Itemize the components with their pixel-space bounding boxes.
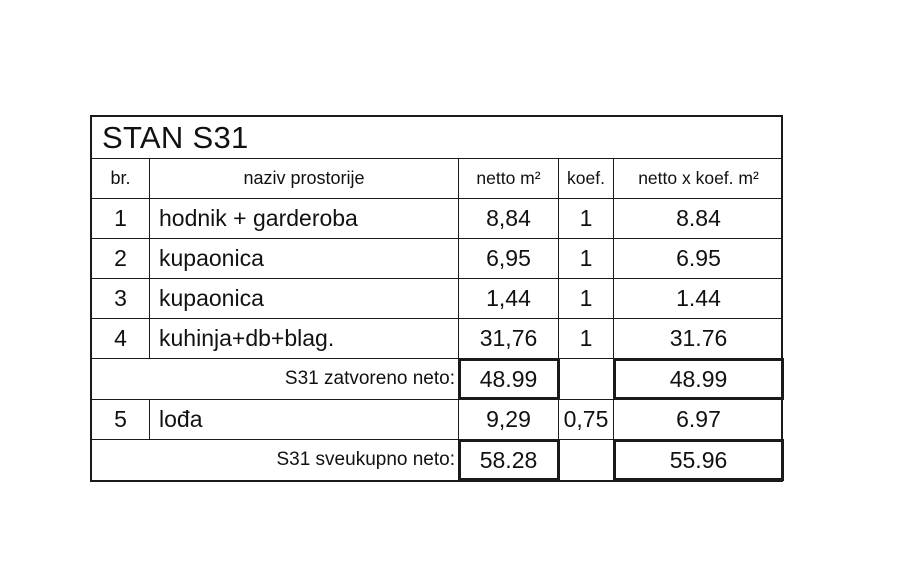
table-row: [92, 239, 781, 279]
subtotal-weighted-area: 48.99: [614, 359, 783, 399]
header-number: br.: [92, 159, 150, 198]
room-area-table: [90, 115, 783, 482]
row-number: 4: [92, 319, 150, 358]
row-number: 1: [92, 199, 150, 238]
net-area: 9,29: [459, 400, 559, 439]
header-room-name: naziv prostorije: [150, 159, 459, 198]
total-row: [92, 440, 781, 480]
weighted-area: 8.84: [676, 205, 721, 231]
room-name: kupaonica: [150, 239, 459, 278]
net-area: 1,44: [459, 279, 559, 318]
coefficient: 1: [559, 279, 614, 318]
total-net-area: 58.28: [459, 440, 559, 480]
total-label: S31 sveukupno neto:: [92, 440, 459, 480]
table-row: [92, 279, 781, 319]
table-row: [92, 199, 781, 239]
header-net-area: netto m²: [459, 159, 559, 198]
weighted-area: 6.97: [676, 406, 721, 432]
subtotal-row: [92, 359, 781, 400]
subtotal-coefficient: [559, 359, 614, 399]
header-row: [92, 159, 781, 199]
coefficient: 1: [559, 319, 614, 358]
row-number: 2: [92, 239, 150, 278]
room-name: lođa: [150, 400, 459, 439]
row-number: 5: [92, 400, 150, 439]
row-number: 3: [92, 279, 150, 318]
room-name: kuhinja+db+blag.: [150, 319, 459, 358]
weighted-area: 31.76: [669, 325, 728, 351]
weighted-area: 6.95: [676, 245, 721, 271]
net-area: 8,84: [459, 199, 559, 238]
total-weighted-area: 55.96: [614, 440, 783, 480]
coefficient: 1: [559, 199, 614, 238]
room-name: hodnik + garderoba: [150, 199, 459, 238]
room-name: kupaonica: [150, 279, 459, 318]
total-coefficient: [559, 440, 614, 480]
table-row: [92, 400, 781, 440]
subtotal-net-area: 48.99: [459, 359, 559, 399]
weighted-area: 1.44: [676, 285, 721, 311]
header-coefficient: koef.: [559, 159, 614, 198]
table-row: [92, 319, 781, 359]
coefficient: 1: [559, 239, 614, 278]
subtotal-label: S31 zatvoreno neto:: [92, 359, 459, 399]
net-area: 6,95: [459, 239, 559, 278]
net-area: 31,76: [459, 319, 559, 358]
table-title: STAN S31: [92, 117, 781, 159]
coefficient: 0,75: [559, 400, 614, 439]
header-weighted-area: netto x koef. m²: [638, 168, 759, 188]
